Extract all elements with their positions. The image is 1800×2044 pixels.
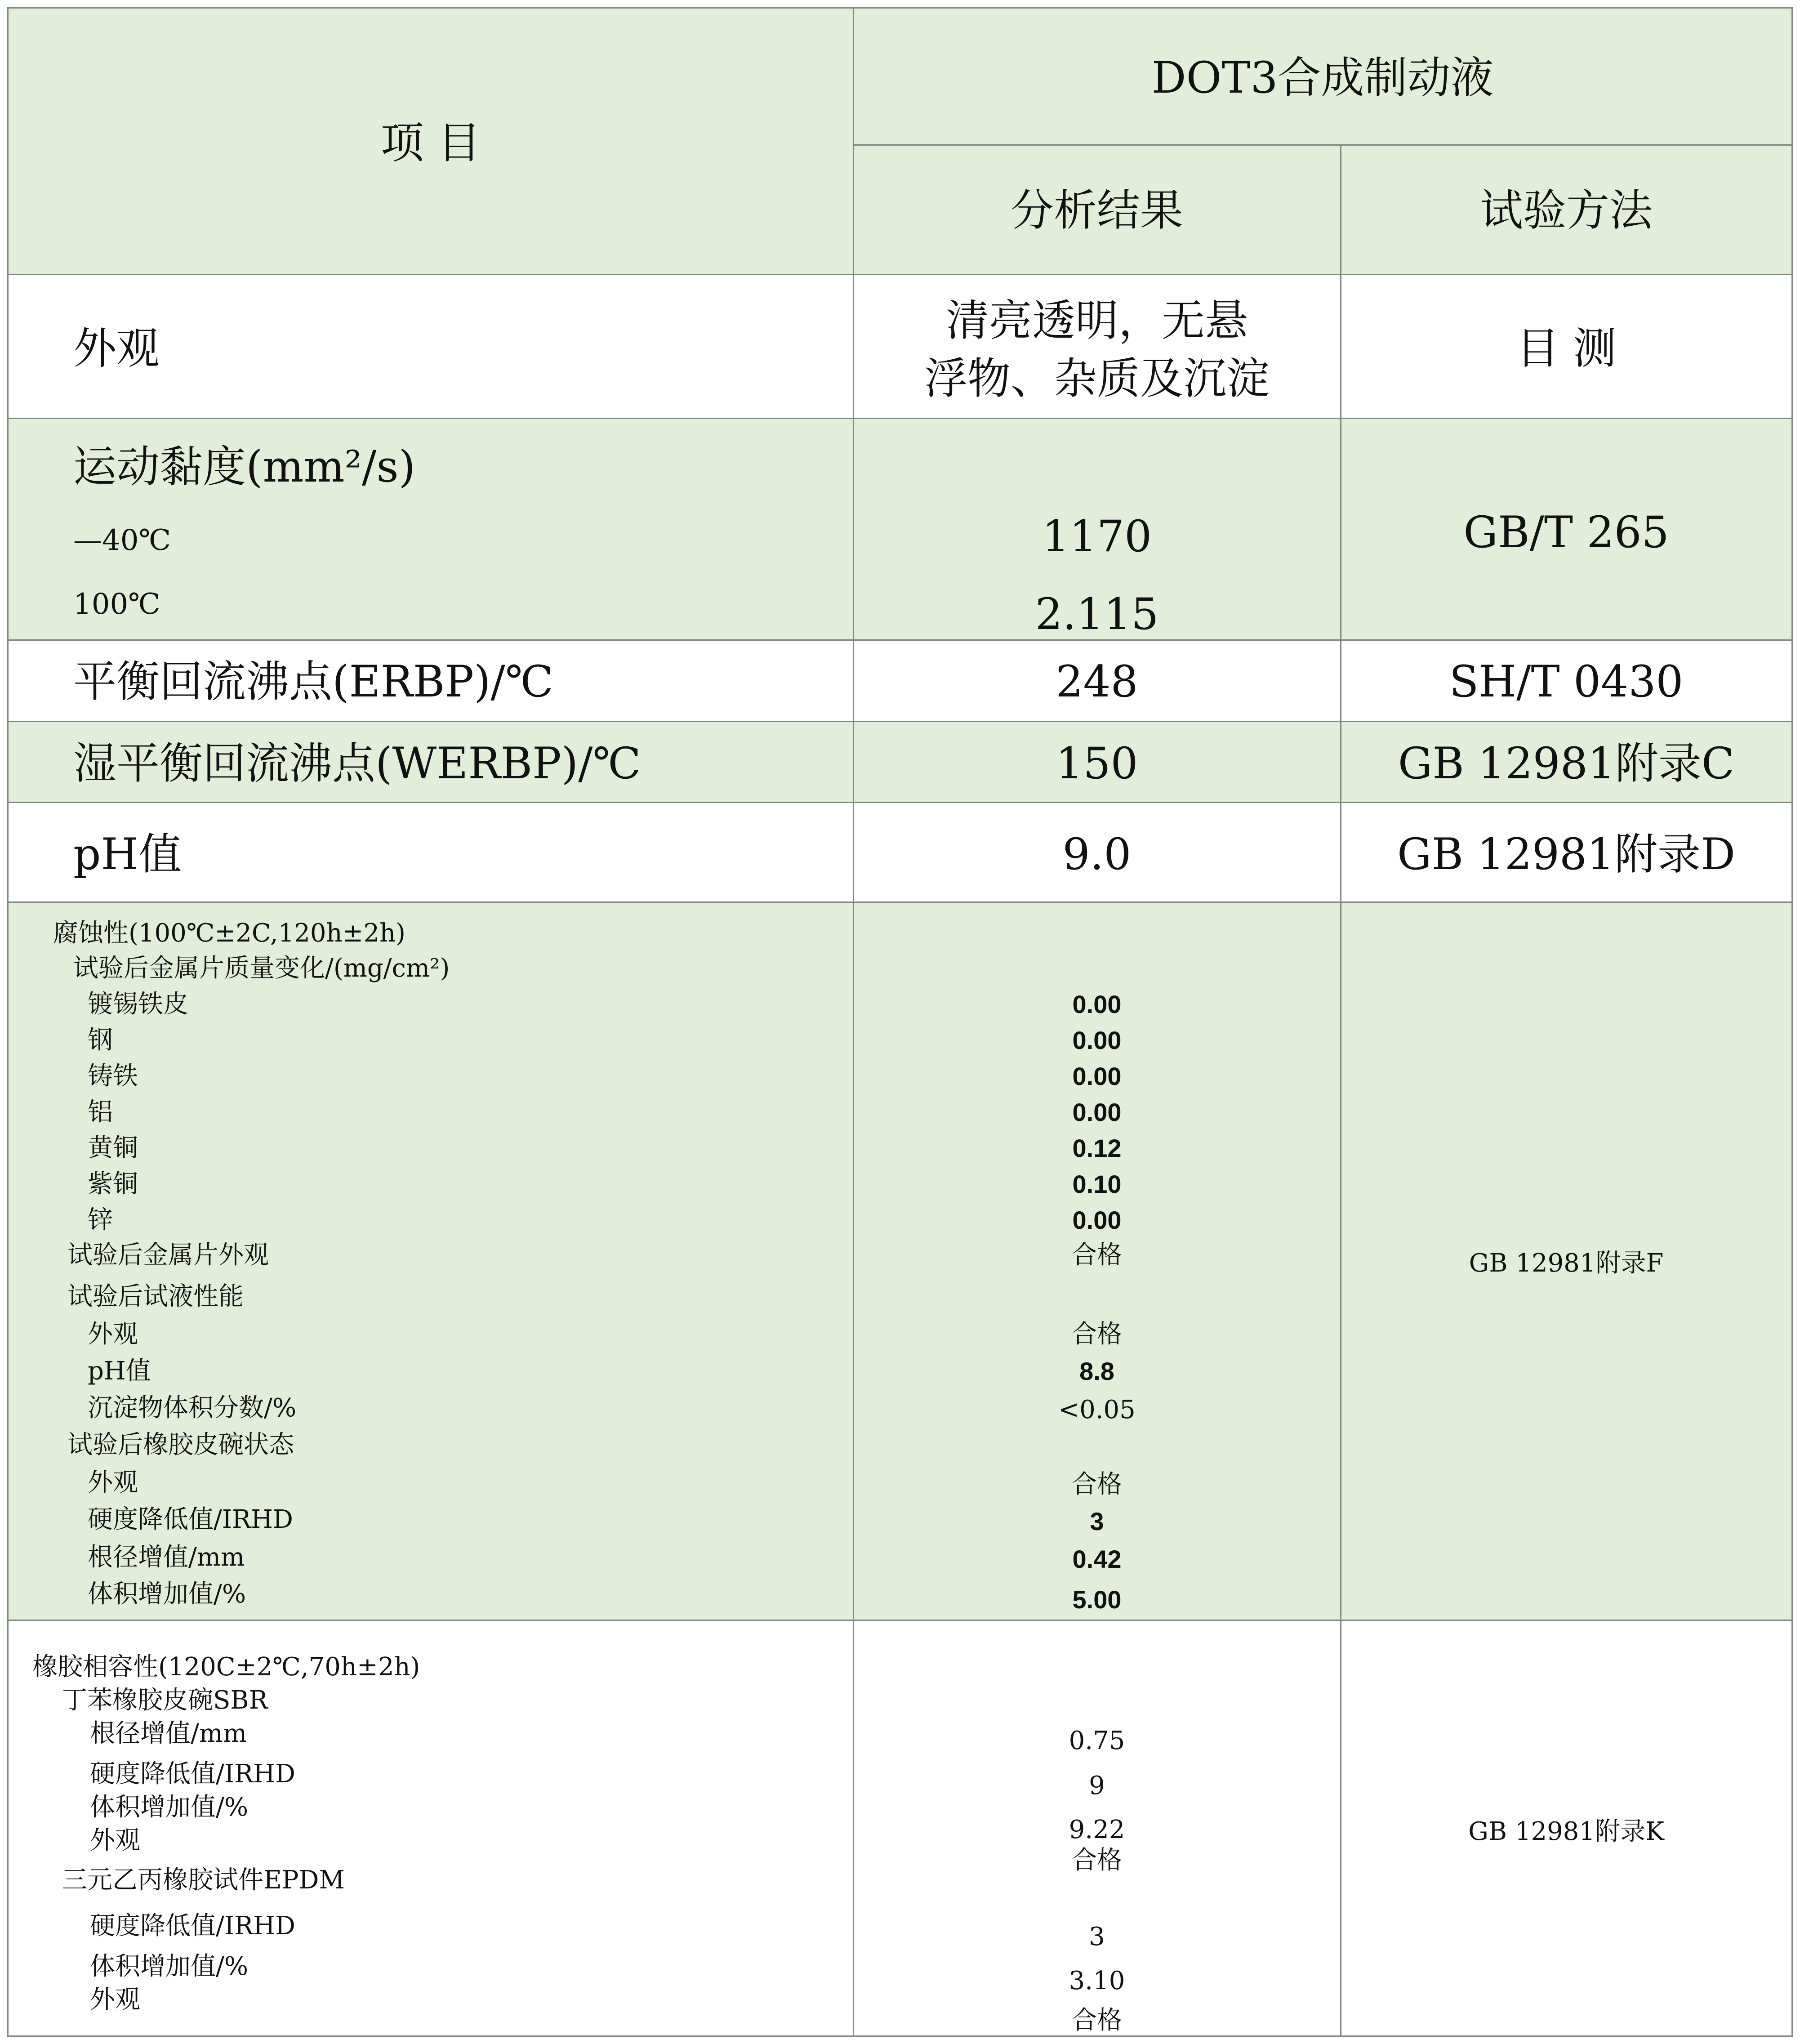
appearance-label: 外观 xyxy=(73,323,160,374)
appearance-result-line2: 浮物、杂质及沉淀 xyxy=(924,353,1270,404)
header-method: 试验方法 xyxy=(1480,185,1653,236)
rubber-value-0: 0.75 xyxy=(1069,1726,1125,1755)
erbp-label: 平衡回流沸点(ERBP)/℃ xyxy=(73,656,554,707)
rubber-value-3: 合格 xyxy=(1072,1846,1122,1875)
werbp-value: 150 xyxy=(1056,738,1138,789)
corrosion-label-13: 沉淀物体积分数/% xyxy=(88,1393,297,1423)
corrosion-label-1: 试验后金属片质量变化/(mg/cm²) xyxy=(73,954,450,983)
ph-value: 9.0 xyxy=(1062,829,1132,879)
header-result: 分析结果 xyxy=(1011,185,1183,236)
corrosion-value-17: 0.42 xyxy=(1072,1545,1122,1573)
erbp-method: SH/T 0430 xyxy=(1449,656,1684,707)
corrosion-value-3: 0.00 xyxy=(1072,1026,1122,1054)
viscosity-val2: 2.115 xyxy=(1035,589,1159,639)
werbp-label: 湿平衡回流沸点(WERBP)/℃ xyxy=(73,738,641,789)
rubber-label-9: 外观 xyxy=(90,1985,140,2014)
rubber-label-7: 硬度降低值/IRHD xyxy=(90,1911,295,1941)
corrosion-label-4: 铸铁 xyxy=(88,1062,138,1091)
viscosity-method: GB/T 265 xyxy=(1463,507,1669,558)
rubber-label-6: 三元乙丙橡胶试件EPDM xyxy=(62,1865,345,1895)
rubber-value-5: 3.10 xyxy=(1069,1966,1125,1995)
corrosion-label-8: 锌 xyxy=(88,1205,113,1235)
corrosion-label-18: 体积增加值/% xyxy=(88,1580,246,1609)
corrosion-label-0: 腐蚀性(100℃±2C,120h±2h) xyxy=(53,919,405,948)
rubber-label-2: 根径增值/mm xyxy=(90,1719,247,1748)
rubber-method: GB 12981附录K xyxy=(1468,1817,1664,1846)
rubber-value-2: 9.22 xyxy=(1069,1815,1125,1844)
corrosion-label-10: 试验后试液性能 xyxy=(67,1282,244,1311)
corrosion-label-6: 黄铜 xyxy=(88,1134,138,1163)
header-item: 项 目 xyxy=(380,118,481,168)
appearance-result-line1: 清亮透明，无悬 xyxy=(946,295,1248,346)
corrosion-label-5: 铝 xyxy=(88,1098,113,1127)
corrosion-label-7: 紫铜 xyxy=(88,1169,138,1199)
corrosion-label-2: 镀锡铁皮 xyxy=(88,990,188,1019)
ph-method: GB 12981附录D xyxy=(1397,829,1736,879)
rubber-label-3: 硬度降低值/IRHD xyxy=(90,1759,295,1789)
corrosion-value-18: 5.00 xyxy=(1072,1585,1122,1614)
corrosion-value-15: 合格 xyxy=(1072,1470,1122,1499)
header-product: DOT3合成制动液 xyxy=(1151,53,1494,103)
corrosion-value-8: 0.00 xyxy=(1072,1206,1122,1234)
rubber-value-4: 3 xyxy=(1089,1922,1105,1951)
erbp-value: 248 xyxy=(1056,656,1138,707)
corrosion-label-11: 外观 xyxy=(88,1320,138,1349)
corrosion-label-3: 钢 xyxy=(88,1026,113,1055)
corrosion-value-9: 合格 xyxy=(1072,1241,1122,1270)
viscosity-sub1: —40℃ xyxy=(73,524,171,557)
corrosion-label-14: 试验后橡胶皮碗状态 xyxy=(67,1430,294,1459)
corrosion-label-9: 试验后金属片外观 xyxy=(67,1241,269,1270)
appearance-method: 目 测 xyxy=(1516,323,1617,374)
ph-label: pH值 xyxy=(73,829,182,879)
rubber-value-6: 合格 xyxy=(1072,2006,1122,2035)
corrosion-label-15: 外观 xyxy=(88,1468,138,1497)
viscosity-sub2: 100℃ xyxy=(73,588,160,621)
rubber-label-8: 体积增加值/% xyxy=(90,1952,249,1981)
corrosion-value-16: 3 xyxy=(1090,1507,1104,1535)
corrosion-value-13: <0.05 xyxy=(1058,1395,1136,1424)
rubber-label-1: 丁苯橡胶皮碗SBR xyxy=(62,1686,268,1715)
corrosion-value-11: 合格 xyxy=(1072,1320,1122,1349)
werbp-method: GB 12981附录C xyxy=(1398,738,1735,789)
corrosion-label-17: 根径增值/mm xyxy=(88,1543,245,1572)
corrosion-value-4: 0.00 xyxy=(1072,1062,1122,1090)
corrosion-value-6: 0.12 xyxy=(1072,1134,1122,1162)
corrosion-value-5: 0.00 xyxy=(1072,1098,1122,1126)
corrosion-method: GB 12981附录F xyxy=(1469,1249,1664,1278)
rubber-label-5: 外观 xyxy=(90,1826,140,1855)
corrosion-label-16: 硬度降低值/IRHD xyxy=(88,1505,293,1534)
viscosity-label: 运动黏度(mm²/s) xyxy=(73,442,416,492)
corrosion-value-2: 0.00 xyxy=(1072,990,1122,1018)
corrosion-value-7: 0.10 xyxy=(1072,1170,1122,1198)
viscosity-val1: 1170 xyxy=(1042,511,1152,562)
rubber-label-4: 体积增加值/% xyxy=(90,1793,249,1822)
corrosion-label-12: pH值 xyxy=(88,1357,151,1386)
rubber-label-0: 橡胶相容性(120C±2℃,70h±2h) xyxy=(32,1652,420,1682)
rubber-value-1: 9 xyxy=(1089,1771,1105,1800)
corrosion-value-12: 8.8 xyxy=(1079,1357,1114,1385)
